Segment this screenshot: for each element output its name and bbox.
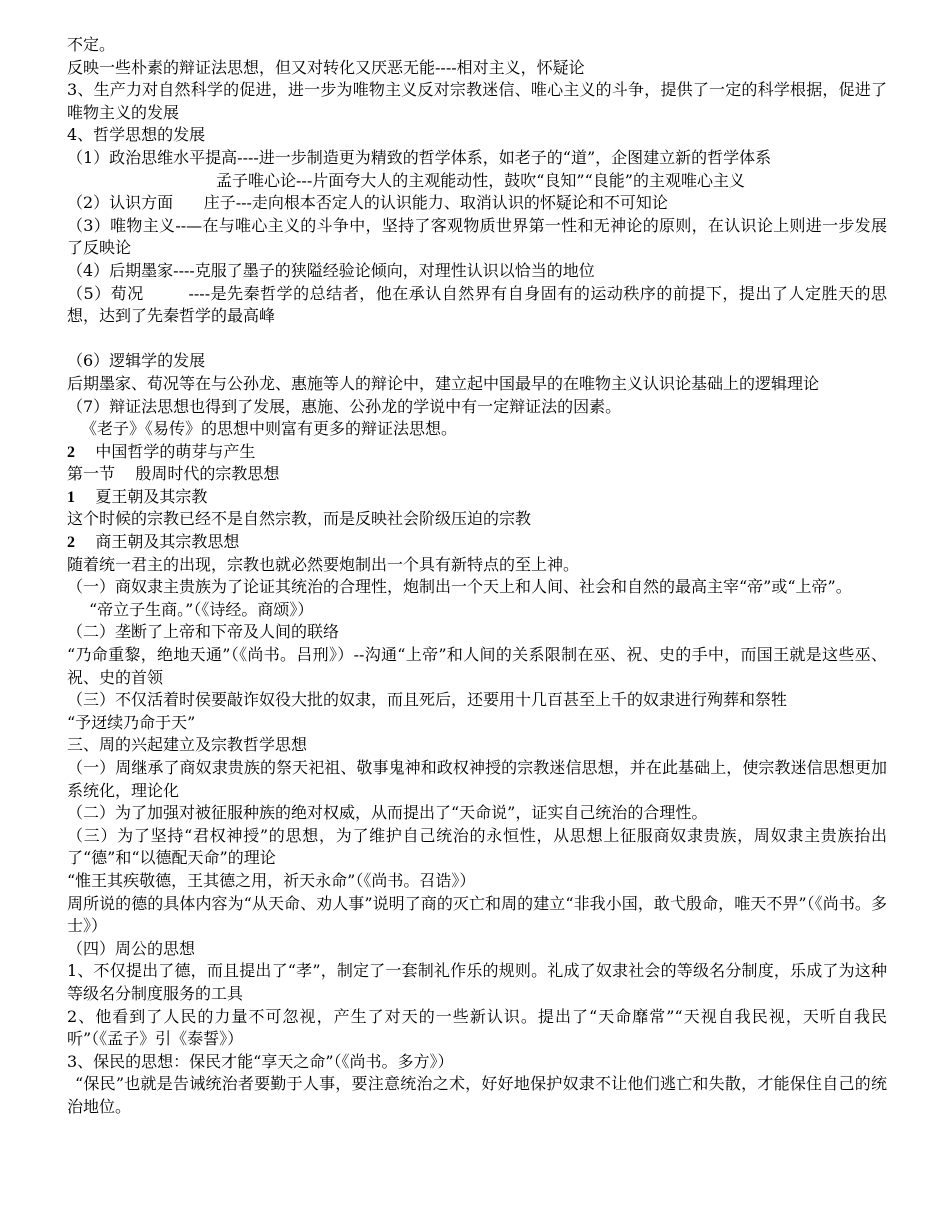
text-line: 不定。: [67, 35, 116, 54]
paragraph: “保民”也就是告诫统治者要勤于人事，要注意统治之术，好好地保护奴隶不让他们逃亡和失散，才能保住自己的统治地位。: [67, 1074, 887, 1116]
paragraph: （3）唯物主义--—在与唯心主义的斗争中，坚持了客观物质世界第一性和无神论的原则，在认识论上则进一步发展了反映论: [67, 215, 887, 258]
paragraph: 周所说的德的具体内容为“从天命、劝人事”说明了商的灭亡和周的建立“非我小国，敢弋殷命，唯天不畀”（《尚书。多士》）: [67, 893, 887, 936]
section-heading: 4、哲学思想的发展: [67, 125, 206, 145]
paragraph: 1、不仅提出了德，而且提出了“孝”，制定了一套制礼作乐的规则。礼成了奴隶社会的等级名分制度，乐成了为这种等级名分制度服务的工具: [67, 961, 887, 1003]
section-heading: （6）逻辑学的发展: [67, 351, 206, 371]
text-line: （2）认识方面 庄子---走向根本否定人的认识能力、取消认识的怀疑论和不可知论: [67, 193, 668, 213]
chapter-number: 2: [67, 443, 75, 461]
chapter-heading: [67, 441, 887, 464]
paragraph: （一）周继承了商奴隶贵族的祭天祀祖、敬事鬼神和政权神授的宗教迷信思想，并在此基础上，使宗教迷信思想更加系统化，理论化: [67, 758, 887, 800]
text-line: 孟子唯心论---片面夸大人的主观能动性，鼓吹“良知”“良能”的主观唯心主义: [216, 170, 745, 190]
text-line: 随着统一君主的出现，宗教也就必然要炮制出一个具有新特点的至上神。: [67, 554, 580, 574]
paragraph: （1）政治思维水平提高----进一步制造更为精致的哲学体系，如老子的“道”，企图建立新的哲学体系: [67, 147, 772, 167]
text-line: （4）后期墨家----克服了墨子的狭隘经验论倾向，对理性认识以恰当的地位: [67, 260, 595, 280]
text-line: （二）为了加强对被征服种族的绝对权威，从而提出了“天命说”，证实自己统治的合理性。: [67, 803, 708, 823]
text-line: 反映一些朴素的辩证法思想，但又对转化又厌恶无能----相对主义，怀疑论: [67, 57, 585, 77]
chapter-title: 中国哲学的萌芽与产生: [75, 441, 256, 461]
subsection-number: 2: [67, 534, 75, 552]
paragraph: （5）荀况 ----是先秦哲学的总结者，他在承认自然界有自身固有的运动秩序的前提下，提出了人定胜天的思想，达到了先秦哲学的最高峰: [67, 283, 887, 326]
document-page: [67, 34, 887, 1119]
subsection-heading: [67, 531, 887, 554]
paragraph: “乃命重黎，绝地天通”（《尚书。吕刑》）--沟通“上帝”和人间的关系限制在巫、祝、史的手中，而国王就是这些巫、祝、史的首领: [67, 645, 887, 687]
paragraph: 2、他看到了人民的力量不可忽视，产生了对天的一些新认识。提出了“天命靡常”“天视自我民视，天听自我民听”（《孟子》引《泰誓》）: [67, 1006, 887, 1049]
paragraph: 后期墨家、荀况等在与公孙龙、惠施等人的辩论中，建立起中国最早的在唯物主义认识论基础上的逻辑理论: [67, 373, 820, 393]
text-line: 这个时候的宗教已经不是自然宗教，而是反映社会阶级压迫的宗教: [67, 509, 532, 529]
quotation: “予迓续乃命于天”: [67, 712, 196, 732]
paragraph: （一）商奴隶主贵族为了论证其统治的合理性，炮制出一个天上和人间、社会和自然的最高主宰“帝”或“上帝”。: [67, 577, 852, 597]
quotation: “惟王其疾敬德，王其德之用，祈天永命”（《尚书。召诰》）: [67, 870, 476, 890]
quotation: “帝立子生商。”（《诗经。商颂》）: [89, 599, 314, 619]
paragraph: 3、生产力对自然科学的促进，进一步为唯物主义反对宗教迷信、唯心主义的斗争，提供了一定的科学根据，促进了唯物主义的发展: [67, 80, 887, 122]
subsection-heading: （四）周公的思想: [67, 938, 196, 958]
section-heading: 三、周的兴起建立及宗教哲学思想: [67, 735, 308, 755]
blank-line: [67, 328, 887, 351]
subsection-title: 夏王朝及其宗教: [75, 486, 208, 506]
section-heading: 第一节 殷周时代的宗教思想: [67, 464, 280, 484]
text-line: 3、保民的思想：保民才能“享天之命”（《尚书。多方》）: [67, 1051, 454, 1071]
subsection-title: 商王朝及其宗教思想: [75, 532, 240, 552]
text-line: （二）垄断了上帝和下帝及人间的联络: [67, 622, 340, 642]
subsection-heading: [67, 486, 887, 509]
subsection-number: 1: [67, 488, 75, 506]
paragraph: （三）不仅活着时侯要敲诈奴役大批的奴隶，而且死后，还要用十几百甚至上千的奴隶进行殉葬和祭牲: [67, 690, 788, 710]
text-line: （7）辩证法思想也得到了发展，惠施、公孙龙的学说中有一定辩证法的因素。: [67, 396, 622, 416]
text-line: 《老子》《易传》的思想中则富有更多的辩证法思想。: [81, 419, 458, 439]
paragraph: （三）为了坚持“君权神授”的思想，为了维护自己统治的永恒性，从思想上征服商奴隶贵族，周奴隶主贵族抬出了“德”和“以德配天命”的理论: [67, 825, 887, 868]
